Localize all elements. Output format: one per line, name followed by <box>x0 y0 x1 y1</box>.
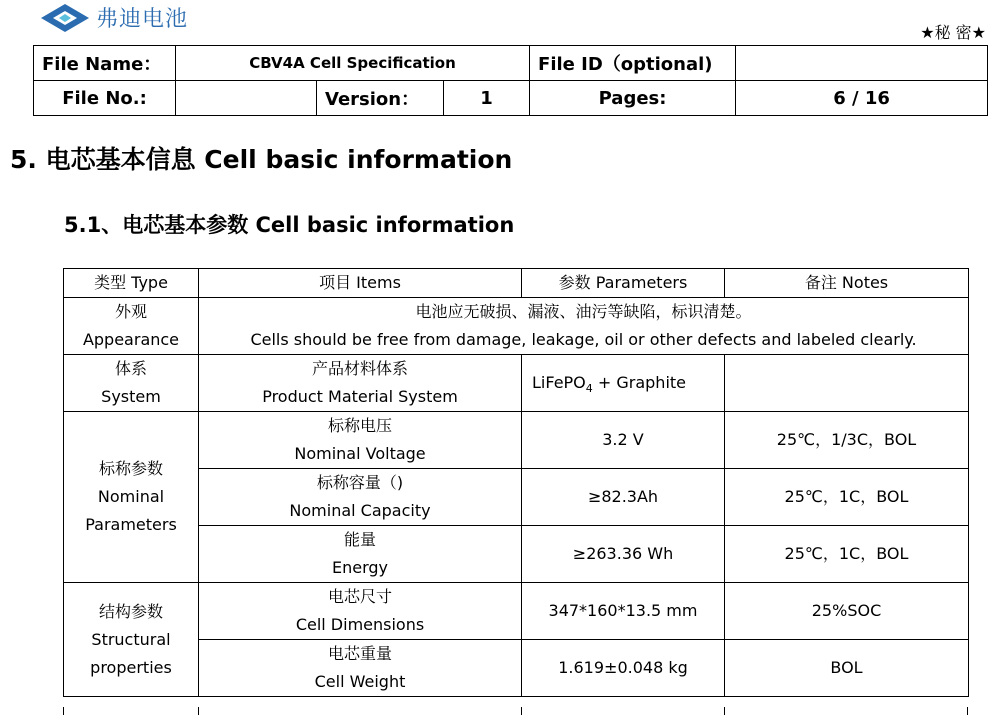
type-system-cn: 体系 <box>114 359 147 378</box>
pages-label: Pages: <box>530 81 736 116</box>
item-cell-dimensions <box>199 583 522 640</box>
table-row-appearance <box>64 298 969 355</box>
section-title: 5. 电芯基本信息 Cell basic information <box>10 145 513 174</box>
type-nominal-en-2: Parameters <box>85 515 177 534</box>
brand-logo-icon <box>40 3 90 33</box>
type-nominal <box>64 412 199 583</box>
type-structural-cn: 结构参数 <box>98 601 163 621</box>
param-cell-weight: 1.619±0.048 kg <box>522 640 725 697</box>
item-energy-en: Energy <box>331 558 388 577</box>
note-nominal-voltage: 25℃，1/3C，BOL <box>725 412 969 469</box>
file-name-value: CBV4A Cell Specification <box>176 46 530 81</box>
param-chem-suffix: + Graphite <box>592 373 686 392</box>
table-continuation-line <box>63 707 64 715</box>
item-energy-cn: 能量 <box>343 530 376 549</box>
item-material-system-en: Product Material System <box>262 387 458 406</box>
table-row-energy <box>64 526 969 583</box>
col-header-notes: 备注 Notes <box>725 269 969 298</box>
col-header-items: 项目 Items <box>199 269 522 298</box>
item-energy <box>199 526 522 583</box>
param-nominal-voltage: 3.2 V <box>522 412 725 469</box>
table-header-row <box>64 269 969 298</box>
type-structural <box>64 583 199 697</box>
appearance-text-cn: 电池应无破损、漏液、油污等缺陷，标识清楚。 <box>415 302 752 321</box>
param-material-system <box>522 355 725 412</box>
table-continuation-line <box>724 707 725 715</box>
type-structural-en-2: properties <box>90 657 172 677</box>
file-id-value <box>736 46 988 81</box>
param-energy: ≥263.36 Wh <box>522 526 725 583</box>
appearance-description <box>199 298 969 355</box>
param-cell-dimensions: 347*160*13.5 mm <box>522 583 725 640</box>
note-energy: 25℃，1C，BOL <box>725 526 969 583</box>
table-continuation-line <box>521 707 522 715</box>
item-material-system <box>199 355 522 412</box>
pages-value: 6 / 16 <box>736 81 988 116</box>
subsection-title: 5.1、电芯基本参数 Cell basic information <box>64 213 515 237</box>
type-system-en: System <box>101 387 161 406</box>
file-info-table <box>33 45 988 116</box>
col-header-type: 类型 Type <box>64 269 199 298</box>
item-nominal-capacity <box>199 469 522 526</box>
appearance-text-en: Cells should be free from damage, leakage, oil or other defects and labeled clearly. <box>250 330 917 349</box>
item-nominal-voltage <box>199 412 522 469</box>
item-nominal-voltage-en: Nominal Voltage <box>294 444 426 463</box>
file-no-label: File No.: <box>34 81 176 116</box>
table-row-nominal-voltage <box>64 412 969 469</box>
type-structural-en-1: Structural <box>91 629 171 649</box>
brand-logo <box>40 2 188 33</box>
table-row-system <box>64 355 969 412</box>
type-appearance-en: Appearance <box>82 330 180 349</box>
file-name-label: File Name： <box>34 46 176 81</box>
table-continuation-line <box>198 707 199 715</box>
note-cell-weight: BOL <box>725 640 969 697</box>
note-nominal-capacity: 25℃，1C，BOL <box>725 469 969 526</box>
type-nominal-en-1: Nominal <box>97 487 165 506</box>
note-material-system <box>725 355 969 412</box>
item-nominal-capacity-en: Nominal Capacity <box>289 501 431 520</box>
item-nominal-voltage-cn: 标称电压 <box>327 416 392 435</box>
col-header-parameters: 参数 Parameters <box>522 269 725 298</box>
table-row-cell-dimensions <box>64 583 969 640</box>
table-continuation-line <box>967 707 968 715</box>
classification-label: ★秘 密★ <box>920 23 986 42</box>
item-material-system-cn: 产品材料体系 <box>311 359 408 378</box>
item-cell-weight <box>199 640 522 697</box>
param-chem-subscript: 4 <box>585 382 593 396</box>
item-cell-weight-en: Cell Weight <box>314 672 406 691</box>
file-id-label: File ID（optional) <box>530 46 736 81</box>
table-row-cell-weight <box>64 640 969 697</box>
table-row-nominal-capacity <box>64 469 969 526</box>
item-cell-weight-cn: 电芯重量 <box>327 644 392 663</box>
type-appearance <box>64 298 199 355</box>
param-chem-prefix: LiFePO <box>532 373 586 392</box>
type-appearance-cn: 外观 <box>114 302 147 321</box>
item-cell-dimensions-en: Cell Dimensions <box>295 615 425 634</box>
file-no-value <box>176 81 317 116</box>
type-system <box>64 355 199 412</box>
type-nominal-cn: 标称参数 <box>98 459 163 478</box>
version-label: Version： <box>317 81 444 116</box>
version-value: 1 <box>444 81 530 116</box>
cell-spec-table <box>63 268 969 697</box>
param-nominal-capacity: ≥82.3Ah <box>522 469 725 526</box>
note-cell-dimensions: 25%SOC <box>725 583 969 640</box>
brand-name: 弗迪电池 <box>96 7 189 32</box>
item-cell-dimensions-cn: 电芯尺寸 <box>327 587 392 606</box>
item-nominal-capacity-cn: 标称容量（) <box>316 473 404 492</box>
